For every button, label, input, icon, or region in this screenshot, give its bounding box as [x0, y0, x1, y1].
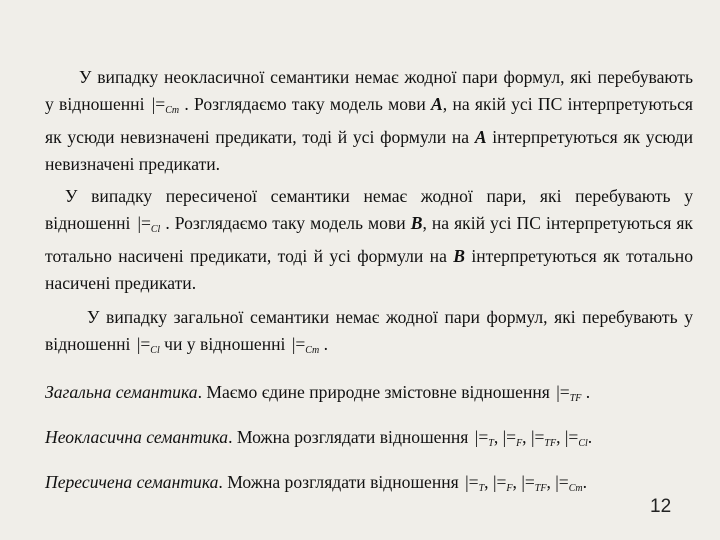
- paragraph-general: [45, 304, 693, 364]
- text-run: , на якій усі ПС інтерпретуються як тотально насичені предикати, тоді й усі формули на: [45, 212, 693, 266]
- relation-subscript: Cl: [150, 344, 160, 356]
- relation-symbol: $|=_{Cl}$: [137, 212, 161, 235]
- relation-subscript: Cl: [150, 223, 161, 235]
- term-label: Пересичена семантика: [45, 472, 219, 492]
- text-run: .: [587, 427, 593, 447]
- relation-subscript: TF: [569, 393, 582, 404]
- separator: ,: [556, 427, 565, 447]
- text-run: . Можна розглядати відношення: [228, 427, 473, 447]
- relation-subscript: Cm: [305, 344, 320, 356]
- relation-symbol: $|=_{TF}$: [521, 472, 547, 494]
- slide-body: [45, 64, 693, 515]
- model-name: B: [453, 246, 465, 266]
- separator: ,: [512, 472, 522, 492]
- page-number: 12: [650, 496, 672, 517]
- text-run: У випадку пересиченої семантики немає жодної пари, які перебувають у відношенні: [45, 186, 693, 233]
- text-run: .: [582, 472, 588, 492]
- separator: ,: [522, 427, 531, 447]
- model-name: A: [474, 127, 487, 147]
- text-run: У випадку загальної семантики немає жодної пари формул, які перебувають у відношенні: [45, 307, 693, 354]
- term-label: Неокласична семантика: [45, 427, 229, 447]
- definition-oversaturated: [45, 470, 693, 501]
- relation-symbol: $|=_T$: [474, 427, 494, 449]
- text-run: . Маємо єдине природне змістовне відношення: [197, 382, 555, 402]
- text-run: У випадку неокласичної семантики немає жодної пари формул, які перебувають у відношенні: [45, 67, 693, 114]
- definitions-list: [45, 380, 693, 501]
- separator: ,: [493, 427, 503, 447]
- relation-subscript: TF: [534, 483, 547, 494]
- text-run: . Розглядаємо таку модель мови: [179, 93, 432, 114]
- text-run: . Можна розглядати відношення: [218, 472, 464, 492]
- relation-symbol: $|=_{Cm}$: [151, 93, 180, 116]
- separator: ,: [484, 472, 493, 492]
- text-run: . Розглядаємо таку модель мови: [160, 212, 411, 233]
- relation-subscript: F: [506, 483, 513, 494]
- paragraph-oversaturated: [45, 183, 693, 296]
- paragraph-neoclassical: [45, 64, 693, 177]
- relation-symbol: $|=_F$: [502, 427, 523, 449]
- text-run: інтерпретуються як тотально насичені предикати.: [45, 246, 693, 293]
- definition-general: [45, 380, 693, 411]
- model-name: A: [431, 93, 443, 114]
- relation-subscript: Cm: [568, 483, 583, 494]
- text-run: .: [581, 382, 591, 402]
- relation-subscript: F: [516, 438, 523, 449]
- text-run: чи у відношенні: [159, 333, 290, 354]
- text-run: .: [319, 333, 328, 354]
- relation-symbol: $|=_{TF}$: [556, 382, 582, 404]
- term-label: Загальна семантика: [45, 382, 198, 402]
- model-name: B: [410, 212, 423, 233]
- relation-symbol: $|=_{Cl}$: [136, 333, 160, 356]
- relation-symbol: $|=_{Cm}$: [555, 472, 583, 494]
- relation-symbol: $|=_T$: [465, 472, 485, 494]
- relation-symbol: $|=_F$: [492, 472, 513, 494]
- separator: ,: [546, 472, 556, 492]
- relation-subscript: Cm: [165, 104, 180, 116]
- definition-neoclassical: [45, 425, 693, 456]
- relation-subscript: T: [488, 438, 494, 449]
- text-run: інтерпретуються як усюди невизначені предикати.: [45, 127, 693, 174]
- relation-subscript: Cl: [578, 438, 588, 449]
- relation-symbol: $|=_{Cl}$: [564, 427, 588, 449]
- relation-symbol: $|=_{Cm}$: [291, 333, 320, 356]
- relation-symbol: $|=_{TF}$: [530, 427, 557, 449]
- relation-subscript: T: [478, 483, 485, 494]
- relation-subscript: TF: [544, 438, 557, 449]
- text-run: , на якій усі ПС інтерпретуються як усюди невизначені предикати, тоді й усі формули на: [45, 93, 693, 147]
